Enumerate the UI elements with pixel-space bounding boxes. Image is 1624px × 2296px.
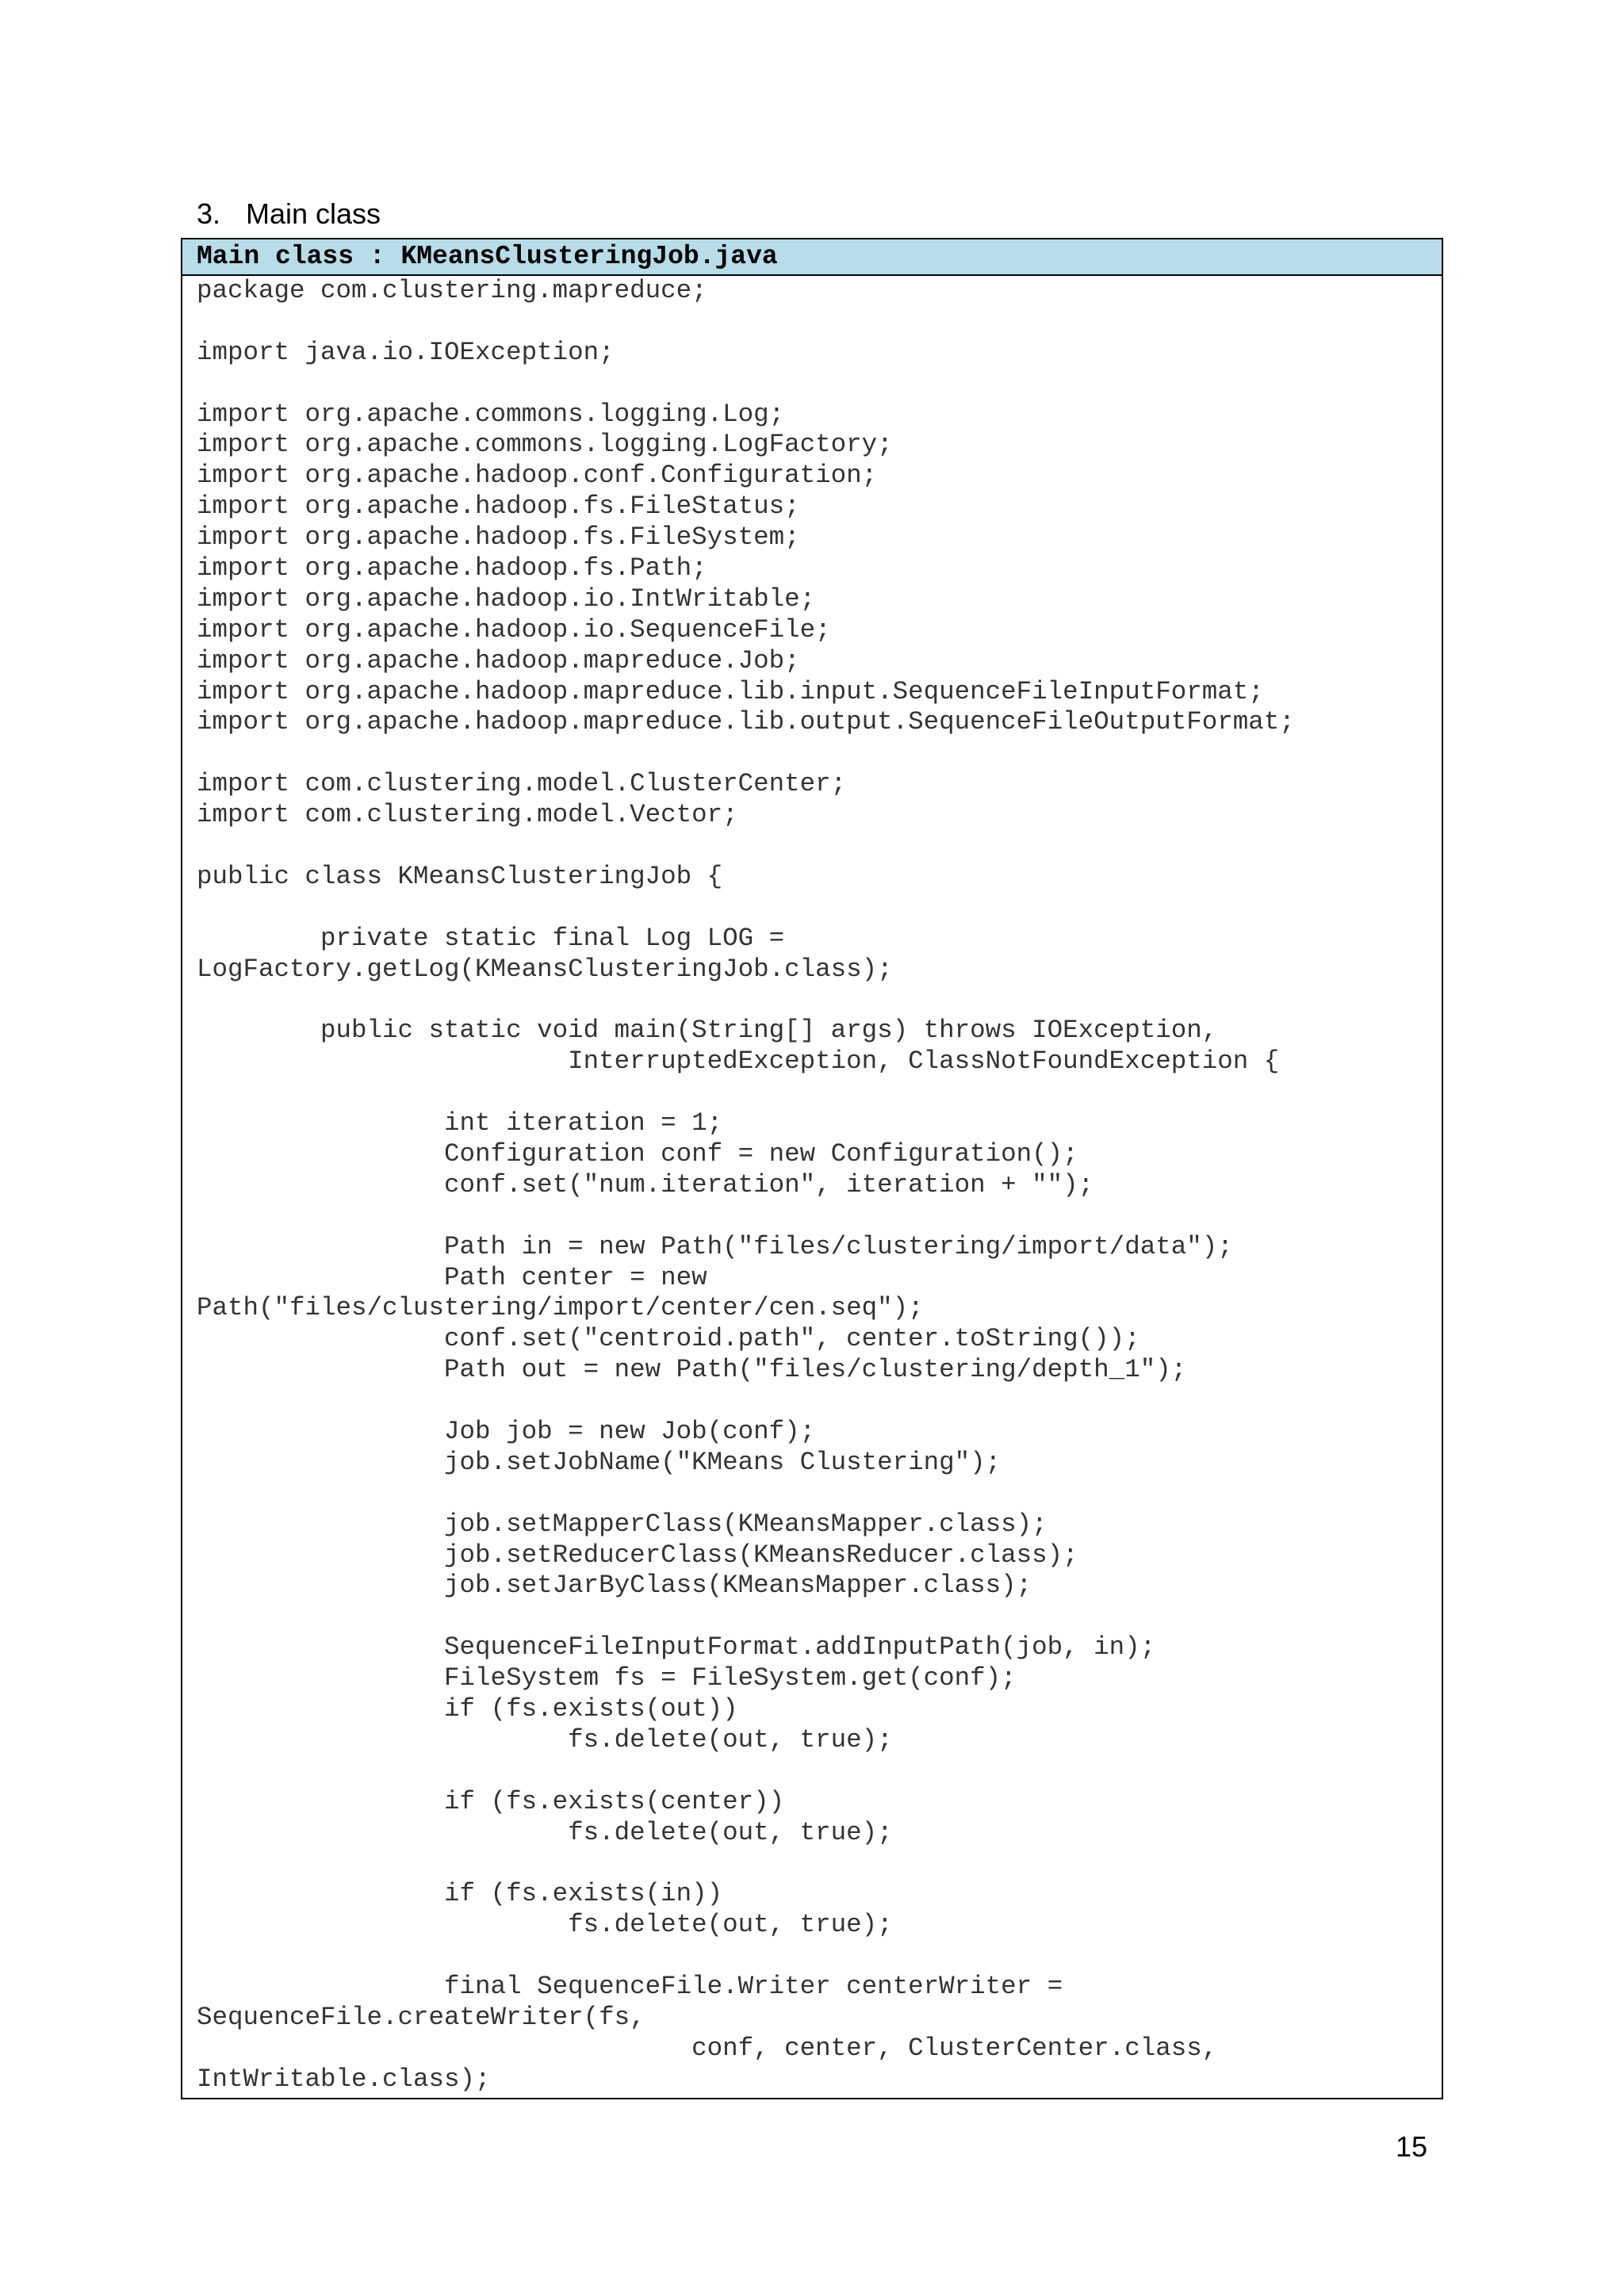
code-line: import org.apache.hadoop.io.SequenceFile;: [197, 614, 831, 645]
code-line: LogFactory.getLog(KMeansClusteringJob.class);: [197, 954, 893, 984]
code-line: conf.set("centroid.path", center.toString());: [197, 1324, 1140, 1354]
code-line: Configuration conf = new Configuration();: [197, 1138, 1078, 1169]
code-line: job.setMapperClass(KMeansMapper.class);: [197, 1509, 1048, 1539]
code-line: import org.apache.hadoop.conf.Configuration;: [197, 461, 878, 491]
code-line: [197, 1479, 1442, 1510]
code-line: int iteration = 1;: [197, 1108, 723, 1138]
code-line: FileSystem fs = FileSystem.get(conf);: [197, 1663, 1017, 1693]
code-line: Path("files/clustering/import/center/cen.seq");: [197, 1293, 924, 1323]
code-line: IntWritable.class);: [197, 2064, 491, 2094]
code-line: fs.delete(out, true);: [197, 1910, 893, 1940]
code-line: import org.apache.commons.logging.LogFactory;: [197, 430, 893, 460]
code-line: public static void main(String[] args) throws IOException,: [197, 1016, 1218, 1046]
code-line: Job job = new Job(conf);: [197, 1416, 816, 1446]
code-listing-header: Main class : KMeansClusteringJob.java: [182, 239, 1442, 276]
section-title: Main class: [246, 197, 381, 230]
code-line: [197, 307, 1442, 338]
code-line: [197, 369, 1442, 400]
code-line: Path center = new: [197, 1262, 707, 1292]
code-line: import org.apache.hadoop.io.IntWritable;: [197, 584, 816, 614]
code-line: [197, 738, 1442, 769]
code-line: fs.delete(out, true);: [197, 1817, 893, 1847]
section-number: 3.: [197, 197, 221, 230]
code-line: [197, 893, 1442, 924]
code-line: fs.delete(out, true);: [197, 1724, 893, 1755]
code-line: import org.apache.hadoop.fs.FileStatus;: [197, 492, 800, 522]
code-line: package com.clustering.mapreduce;: [197, 276, 707, 305]
code-line: if (fs.exists(out)): [197, 1693, 738, 1724]
code-line: import com.clustering.model.Vector;: [197, 800, 738, 830]
section-heading: [197, 195, 381, 233]
code-line: conf, center, ClusterCenter.class,: [197, 2033, 1218, 2063]
code-line: [197, 1077, 1442, 1108]
code-line: [197, 1941, 1442, 1972]
code-line: import org.apache.hadoop.fs.FileSystem;: [197, 522, 800, 553]
code-line: import java.io.IOException;: [197, 337, 615, 367]
code-line: [197, 1756, 1442, 1787]
code-listing-box: [181, 238, 1443, 2099]
code-listing-body: [182, 276, 1442, 2095]
code-line: [197, 1386, 1442, 1417]
code-line: job.setJarByClass(KMeansMapper.class);: [197, 1571, 1032, 1601]
code-line: [197, 1848, 1442, 1879]
code-line: import org.apache.commons.logging.Log;: [197, 399, 785, 429]
code-line: import org.apache.hadoop.fs.Path;: [197, 553, 707, 584]
code-line: import org.apache.hadoop.mapreduce.Job;: [197, 645, 800, 675]
code-line: InterruptedException, ClassNotFoundException {: [197, 1047, 1280, 1077]
code-line: job.setReducerClass(KMeansReducer.class);: [197, 1540, 1078, 1570]
code-line: Path in = new Path("files/clustering/import/data");: [197, 1231, 1233, 1261]
code-line: conf.set("num.iteration", iteration + "");: [197, 1169, 1094, 1200]
code-line: [197, 1601, 1442, 1632]
code-line: job.setJobName("KMeans Clustering");: [197, 1447, 1002, 1477]
page-number: 15: [1396, 2130, 1428, 2163]
code-line: [197, 985, 1442, 1016]
code-line: [197, 831, 1442, 862]
code-line: public class KMeansClusteringJob {: [197, 861, 723, 891]
code-line: if (fs.exists(center)): [197, 1786, 785, 1816]
code-line: private static final Log LOG =: [197, 923, 785, 953]
code-line: import org.apache.hadoop.mapreduce.lib.input.SequenceFileInputFormat;: [197, 676, 1264, 706]
code-line: import org.apache.hadoop.mapreduce.lib.output.SequenceFileOutputFormat;: [197, 707, 1295, 737]
code-line: if (fs.exists(in)): [197, 1879, 723, 1909]
code-line: [197, 1201, 1442, 1232]
code-line: SequenceFile.createWriter(fs,: [197, 2002, 645, 2032]
code-line: Path out = new Path("files/clustering/depth_1");: [197, 1355, 1187, 1385]
code-line: import com.clustering.model.ClusterCenter;: [197, 769, 847, 799]
code-line: SequenceFileInputFormat.addInputPath(job, in);: [197, 1632, 1156, 1663]
code-line: final SequenceFile.Writer centerWriter =: [197, 1971, 1063, 2001]
